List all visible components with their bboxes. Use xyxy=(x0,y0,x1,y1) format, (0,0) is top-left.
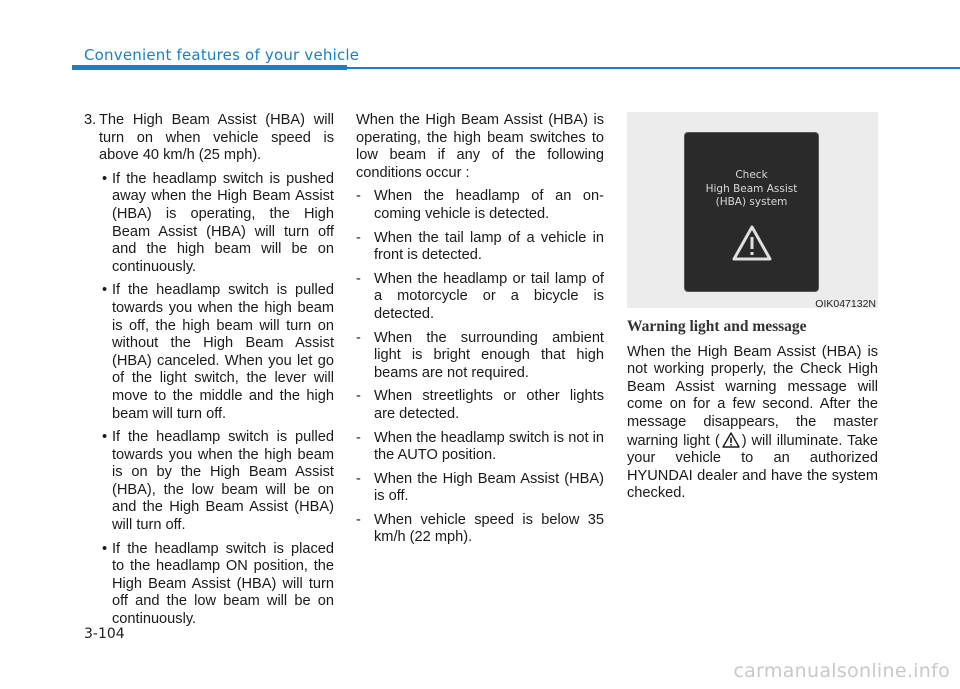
step-number: 3. xyxy=(84,112,97,128)
dash-marker: - xyxy=(356,470,361,487)
screen-line: (HBA) system xyxy=(715,196,788,208)
condition-text: When the headlamp or tail lamp of a motorcycle or a bicycle is detected. xyxy=(374,270,604,322)
conditions-intro: When the High Beam Assist (HBA) is operating, the high beam switches to low beam if any of the following conditions occur : xyxy=(356,112,604,181)
bullet-text: If the headlamp switch is pushed away when the High Beam Assist (HBA) is operating, the High Beam Assist (HBA) will turn off and the high beam will be on continuously. xyxy=(112,170,334,275)
condition-text: When the headlamp of an on-coming vehicle is detected. xyxy=(374,188,604,222)
screen-line: Check xyxy=(735,169,768,181)
section-header-title: Convenient features of your vehicle xyxy=(84,46,360,64)
column-right xyxy=(627,112,878,509)
column-middle xyxy=(356,112,604,553)
warning-triangle-icon xyxy=(722,432,740,448)
dash-marker: - xyxy=(356,388,361,405)
bullet-icon: • xyxy=(102,282,108,299)
condition-item xyxy=(356,471,604,506)
bullet-item xyxy=(102,171,334,277)
screen-message xyxy=(685,169,818,210)
condition-item xyxy=(356,430,604,465)
condition-item xyxy=(356,271,604,324)
bullet-icon: • xyxy=(102,170,108,187)
bullet-item xyxy=(102,429,334,535)
bullet-icon: • xyxy=(102,540,108,557)
screen-line: High Beam Assist xyxy=(705,182,798,195)
warning-section-text xyxy=(627,344,878,503)
condition-item xyxy=(356,512,604,547)
condition-text: When the headlamp switch is not in the AUTO position. xyxy=(374,429,604,464)
dash-marker: - xyxy=(356,188,361,205)
bullet-item xyxy=(102,282,334,423)
watermark: carmanualsonline.info xyxy=(733,660,950,682)
column-left xyxy=(84,112,334,635)
warning-section-heading: Warning light and message xyxy=(627,318,807,335)
warning-text-part2: ) will illuminate. Take your vehicle to an authorized HYUNDAI dealer and have the system checked. xyxy=(627,432,878,502)
condition-item xyxy=(356,388,604,423)
dash-marker: - xyxy=(356,429,361,446)
warning-triangle-icon xyxy=(732,225,772,261)
bullet-icon: • xyxy=(102,429,108,446)
header-rule-accent xyxy=(72,65,347,70)
bullet-text: If the headlamp switch is placed to the headlamp ON position, the High Beam Assist (HBA) will turn off and the low beam will be on continuously. xyxy=(112,540,334,628)
condition-item xyxy=(356,330,604,383)
condition-text: When streetlights or other lights are detected. xyxy=(374,388,604,422)
condition-text: When the tail lamp of a vehicle in front is detected. xyxy=(374,229,604,264)
bullet-item xyxy=(102,541,334,629)
figure-code: OIK047132N xyxy=(815,298,876,310)
cluster-screen xyxy=(684,132,819,292)
condition-item xyxy=(356,188,604,223)
dash-marker: - xyxy=(356,270,361,287)
dash-marker: - xyxy=(356,229,361,246)
step-text: The High Beam Assist (HBA) will turn on when vehicle speed is above 40 km/h (25 mph). xyxy=(99,112,334,164)
dash-marker: - xyxy=(356,511,361,528)
condition-text: When the High Beam Assist (HBA) is off. xyxy=(374,470,604,505)
condition-text: When vehicle speed is below 35 km/h (22 mph). xyxy=(374,511,604,546)
step-3 xyxy=(84,112,334,165)
condition-text: When the surrounding ambient light is bright enough that high beams are not required. xyxy=(374,329,604,381)
cluster-display-figure xyxy=(627,112,878,308)
warning-text-part1: When the High Beam Assist (HBA) is not working properly, the Check High Beam Assist warning message will come on for a few second. After the message disappears, the master warning light ( xyxy=(627,343,878,449)
page-number: 3-104 xyxy=(84,626,125,642)
dash-marker: - xyxy=(356,329,361,346)
bullet-text: If the headlamp switch is pulled towards you when the high beam is on by the High Beam Assist (HBA), the low beam will be on and the High Beam Assist (HBA) will turn off. xyxy=(112,429,334,534)
bullet-text: If the headlamp switch is pulled towards you when the high beam is off, the high beam will turn on without the High Beam Assist (HBA) canceled. When you let go of the light switch, the lever will move to the middle and the high beam will turn off. xyxy=(112,282,334,422)
condition-item xyxy=(356,230,604,265)
